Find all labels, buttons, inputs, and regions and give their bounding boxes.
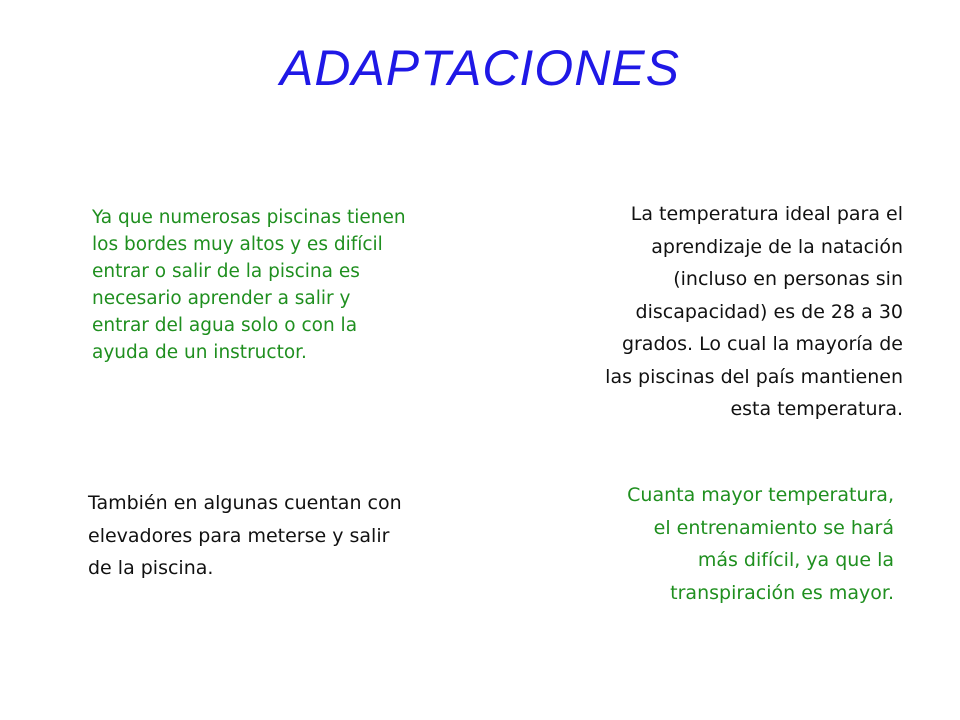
text-block-higher-temperature: Cuanta mayor temperatura, el entrenamiento se hará más difícil, ya que la transpiración es mayor. (627, 484, 894, 604)
text-block-pool-edges: Ya que numerosas piscinas tienen los bordes muy altos y es difícil entrar o salir de la piscina es necesario aprender a salir y entrar del agua solo o con la ayuda de un instructor. (92, 207, 406, 363)
text-block-ideal-temperature: La temperatura ideal para el aprendizaje de la natación (incluso en personas sin discapacidad) es de 28 a 30 grados. Lo cual la mayoría de las piscinas del país mantienen esta temperatura. (605, 203, 903, 420)
text-block-elevators: También en algunas cuentan con elevadores para meterse y salir de la piscina. (88, 492, 402, 579)
slide-title: ADAPTACIONES (279, 40, 681, 96)
